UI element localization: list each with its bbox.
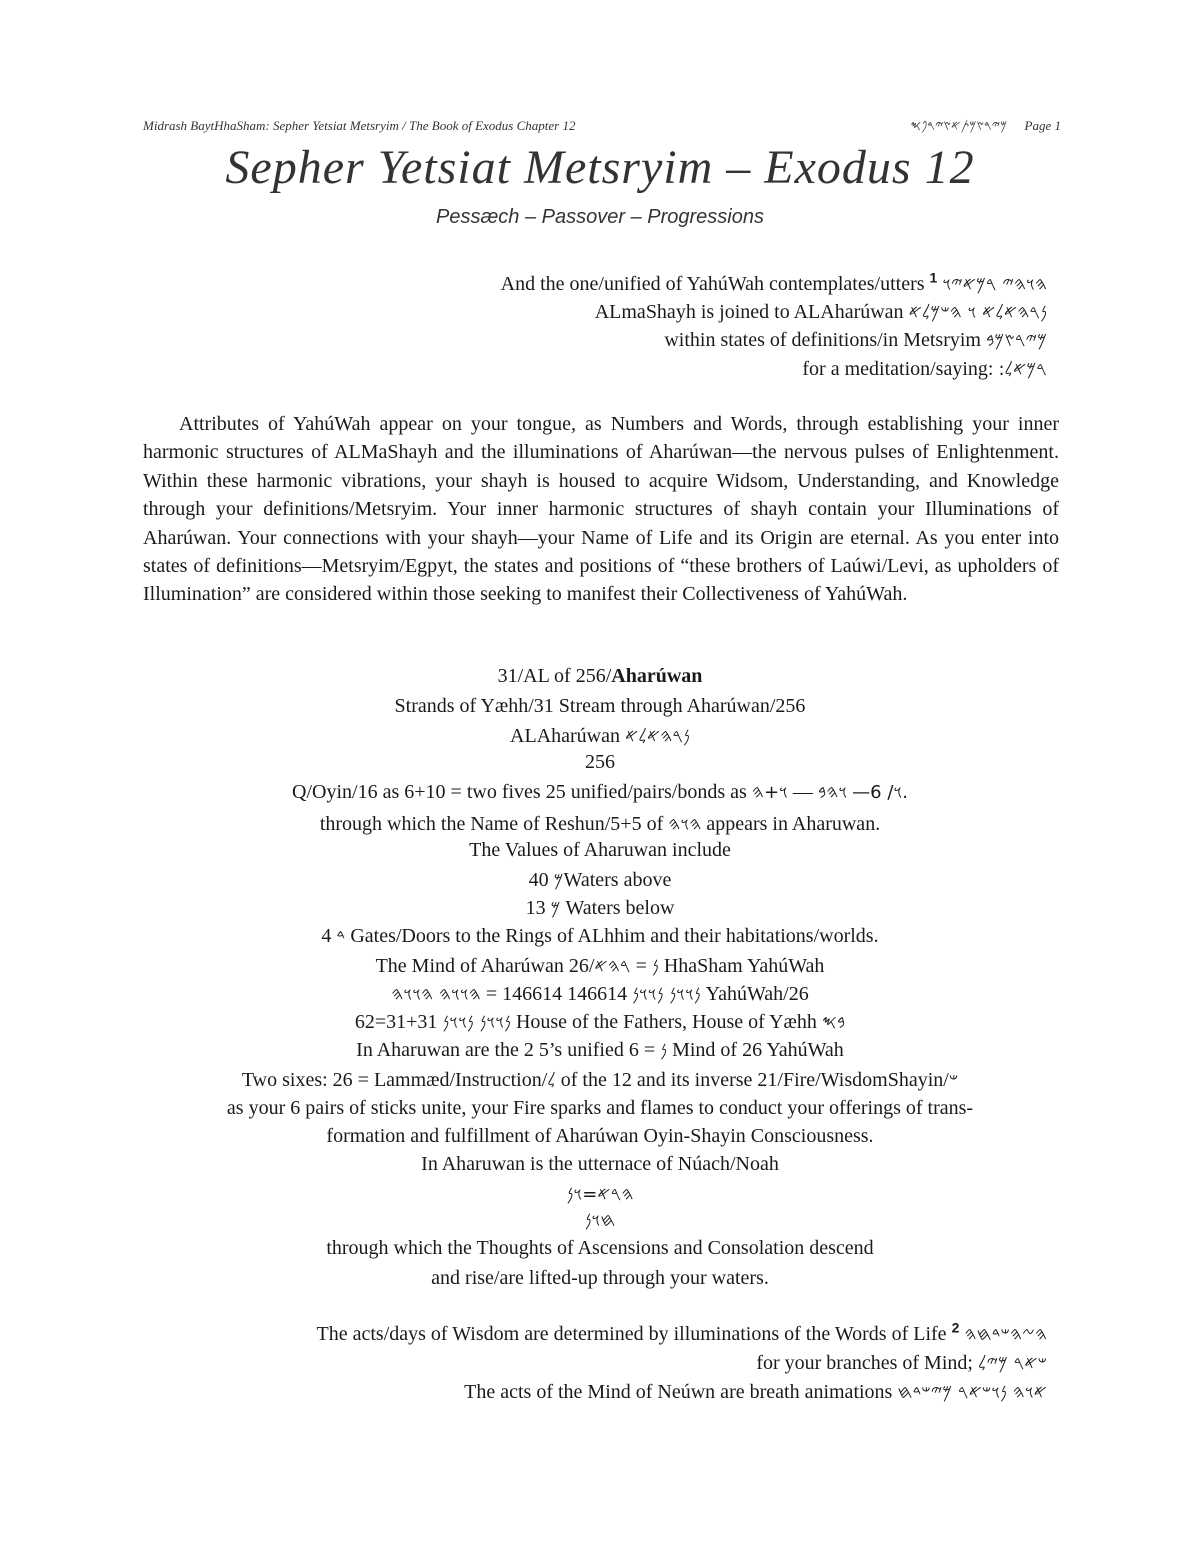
text: 40 bbox=[528, 869, 549, 891]
verse1-line-3 bbox=[664, 326, 1047, 355]
center-line-18: In Aharuwan is the utternace of Núach/Noah bbox=[421, 1153, 779, 1175]
text: appears in Aharuwan. bbox=[706, 813, 881, 835]
paleo-hebrew-text: 𐤄𐤓𐤀=𐤅𐤍 bbox=[566, 1184, 634, 1205]
text: ALAharúwan bbox=[510, 725, 620, 747]
paleo-hebrew-text: 𐤄𐤆𐤄𐤔𐤃𐤇𐤄 bbox=[964, 1324, 1047, 1345]
center-line-3 bbox=[0, 722, 1200, 751]
center-line-19 bbox=[0, 1180, 1200, 1209]
center-line-2: Strands of Yæhh/31 Stream through Aharúwan/256 bbox=[394, 695, 806, 717]
paleo-hebrew-text: 𐤍𐤓𐤄𐤀𐤋𐤀 𐤅 𐤄𐤔𐤌𐤋𐤀 bbox=[908, 302, 1047, 323]
center-line-1 bbox=[0, 662, 1200, 690]
paleo-hebrew-text: 𐤅/ 6— bbox=[852, 782, 903, 803]
paleo-hebrew-text: 𐤍𐤅𐤅𐤍 𐤍𐤅𐤅𐤍 bbox=[442, 1012, 511, 1033]
text: 31+31=62 House of the Fathers, House of Yæhh bbox=[354, 1011, 817, 1033]
text: In Aharuwan are the 2 5’s unified 6 = bbox=[356, 1039, 656, 1061]
paleo-hebrew-text: 𐤅+𐤄. bbox=[751, 782, 908, 803]
paleo-hebrew-text: 𐤋 bbox=[547, 1070, 556, 1091]
verse1-line-4 bbox=[802, 355, 1047, 384]
paleo-hebrew-text: 𐤄𐤅𐤄 bbox=[668, 814, 702, 835]
verse2-line-3 bbox=[464, 1378, 1047, 1407]
verse-text: The acts/days of Wisdom are determined by illuminations of the Words of Life bbox=[316, 1323, 947, 1345]
paleo-hebrew-text: 𐤔𐤀𐤓 𐤌𐤉𐤋 bbox=[977, 1353, 1047, 1374]
verse2-line-1 bbox=[317, 1320, 1047, 1349]
header-title: Midrash BaytHhaSham: Sepher Yetsiat Metsryim / The Book of Exodus Chapter 12 bbox=[143, 118, 576, 133]
paleo-hebrew-text: 𐤍𐤅𐤅𐤍 𐤍𐤅𐤅𐤍 bbox=[632, 984, 701, 1005]
center-line-20 bbox=[0, 1206, 1200, 1235]
text: Gates/Doors to the Rings of ALhhim and their habitations/worlds. bbox=[350, 925, 879, 947]
text: through which the Name of Reshun/5+5 of bbox=[319, 813, 664, 835]
paleo-hebrew-text: 𐤌 bbox=[550, 898, 561, 919]
paleo-hebrew-text: 𐤄𐤅𐤅𐤄 𐤄𐤅𐤅𐤄 bbox=[391, 984, 481, 1005]
text: 13 bbox=[525, 897, 546, 919]
paleo-hebrew-text: 𐤃 bbox=[336, 926, 346, 947]
center-line-4: 256 bbox=[585, 751, 615, 773]
text: 31/AL of 256/ bbox=[497, 665, 612, 687]
paleo-hebrew-text: 𐤔 bbox=[948, 1070, 959, 1091]
center-line-11 bbox=[0, 952, 1200, 981]
commentary-paragraph: Attributes of YahúWah appear on your tongue, as Numbers and Words, through establishing your inner harmonic structures of ALMaShayh and the illuminations of Aharúwan—the nervous pulses of Enlightenment. Within these harmonic vibrations, your shayh is housed to acquire Widsom, Understanding, and Knowledge through your definitions/Metsryim. Your inner harmonic structures of shayh contain your Illuminations of Aharúwan. Your connections with your shayh—your Name of Life and its Origin are eternal. As you enter into states of definitions—Metsryim/Egpyt, the states and positions of “these brothers of Laúwi/Levi, as upholders of Illumination” are considered within those seeking to manifest their Collectiveness of YahúWah. bbox=[143, 413, 1059, 606]
paleo-hebrew-text: 𐤍 bbox=[651, 956, 659, 977]
center-line-5 bbox=[0, 778, 1200, 807]
verse1-line-1 bbox=[501, 270, 1047, 299]
paleo-hebrew-text: 𐤀𐤅𐤄 𐤍𐤅𐤔𐤀𐤓 𐤌𐤉𐤔𐤃𐤇 bbox=[897, 1382, 1047, 1403]
page-number: Page 1 bbox=[1024, 118, 1061, 133]
center-line-14 bbox=[0, 1036, 1200, 1065]
bold-text: Aharúwan bbox=[611, 665, 703, 687]
verse2-line-2 bbox=[756, 1349, 1047, 1378]
paleo-hebrew-text: 𐤌𐤉𐤓𐤑𐤌𐤁 bbox=[985, 330, 1047, 351]
text: YahúWah/26 bbox=[705, 983, 809, 1005]
center-line-21: through which the Thoughts of Ascensions and Consolation descend bbox=[326, 1237, 874, 1259]
center-line-22: and rise/are lifted-up through your waters. bbox=[431, 1267, 769, 1289]
center-line-7: The Values of Aharuwan include bbox=[469, 839, 731, 861]
text: Mind of 26 YahúWah bbox=[672, 1039, 844, 1061]
paleo-hebrew-text: 𐤁𐤎 bbox=[821, 1012, 846, 1033]
center-line-13 bbox=[0, 1008, 1200, 1037]
paleo-hebrew-text: 𐤍𐤓𐤄𐤀𐤋𐤀 bbox=[625, 726, 690, 747]
text: Waters above bbox=[563, 869, 672, 891]
text: Q/Oyin/16 as 6+10 = two fives 25 unified/pairs/bonds as bbox=[292, 781, 747, 803]
text: /26 HhaSham YahúWah bbox=[568, 955, 825, 977]
center-line-8 bbox=[0, 866, 1200, 895]
center-line-12 bbox=[0, 980, 1200, 1009]
header-paleo-glyphs: 𐤌𐤉𐤓𐤑𐤌𐤕𐤀𐤑𐤉𐤓𐤐𐤎 bbox=[910, 119, 1008, 134]
text: Waters below bbox=[565, 897, 675, 919]
text: 146614 146614 = bbox=[485, 983, 628, 1005]
page-title: Sepher Yetsiat Metsryim – Exodus 12 bbox=[225, 141, 975, 194]
center-line-6 bbox=[0, 810, 1200, 839]
paleo-hebrew-text: 𐤌 bbox=[553, 870, 564, 891]
text: The Mind of Aharúwan bbox=[375, 955, 564, 977]
center-line-10 bbox=[0, 922, 1200, 951]
text: = bbox=[635, 955, 647, 977]
center-line-15 bbox=[0, 1066, 1200, 1095]
text: — bbox=[792, 781, 813, 803]
verse-text: And the one/unified of YahúWah contemplates/utters bbox=[500, 273, 925, 295]
header-right bbox=[910, 118, 1061, 134]
verse-text: The acts of the Mind of Neúwn are breath animations bbox=[464, 1381, 893, 1403]
paleo-hebrew-text: 𐤓𐤄𐤀 bbox=[594, 956, 631, 977]
verse-text: ALmaShayh is joined to ALAharúwan bbox=[594, 301, 904, 323]
footnote-ref[interactable]: 2 bbox=[951, 1319, 960, 1336]
verse-text: for a meditation/saying: bbox=[802, 358, 994, 380]
paleo-hebrew-text: 𐤄𐤅𐤄𐤉 𐤓𐤌𐤀𐤉𐤅 bbox=[942, 274, 1047, 295]
center-line-16: as your 6 pairs of sticks unite, your Fire sparks and flames to conduct your offerings of trans- bbox=[226, 1097, 974, 1119]
verse-text: within states of definitions/in Metsryim bbox=[664, 329, 981, 351]
paleo-colon: : bbox=[998, 359, 1005, 380]
verse-text: for your branches of Mind; bbox=[756, 1352, 973, 1374]
center-line-17: formation and fulfillment of Aharúwan Oyin-Shayin Consciousness. bbox=[326, 1125, 874, 1147]
footnote-ref[interactable]: 1 bbox=[929, 269, 938, 286]
text: Two sixes: 26 = Lammæd/Instruction/ bbox=[241, 1069, 548, 1091]
text: 4 bbox=[321, 925, 332, 947]
page-subtitle: Pessæch – Passover – Progressions bbox=[436, 206, 764, 228]
paleo-hebrew-text: 𐤅𐤄𐤁 bbox=[817, 782, 848, 803]
paleo-hebrew-text: 𐤇𐤅𐤍 bbox=[584, 1210, 616, 1231]
text: of the 12 and its inverse 21/Fire/WisdomShayin/ bbox=[560, 1069, 949, 1091]
center-line-9 bbox=[0, 894, 1200, 923]
paleo-hebrew-text: 𐤍 bbox=[660, 1040, 668, 1061]
paleo-hebrew-text: 𐤓𐤌𐤀𐤋 bbox=[1004, 359, 1047, 380]
running-header bbox=[143, 118, 1061, 134]
verse1-line-2 bbox=[595, 298, 1047, 327]
